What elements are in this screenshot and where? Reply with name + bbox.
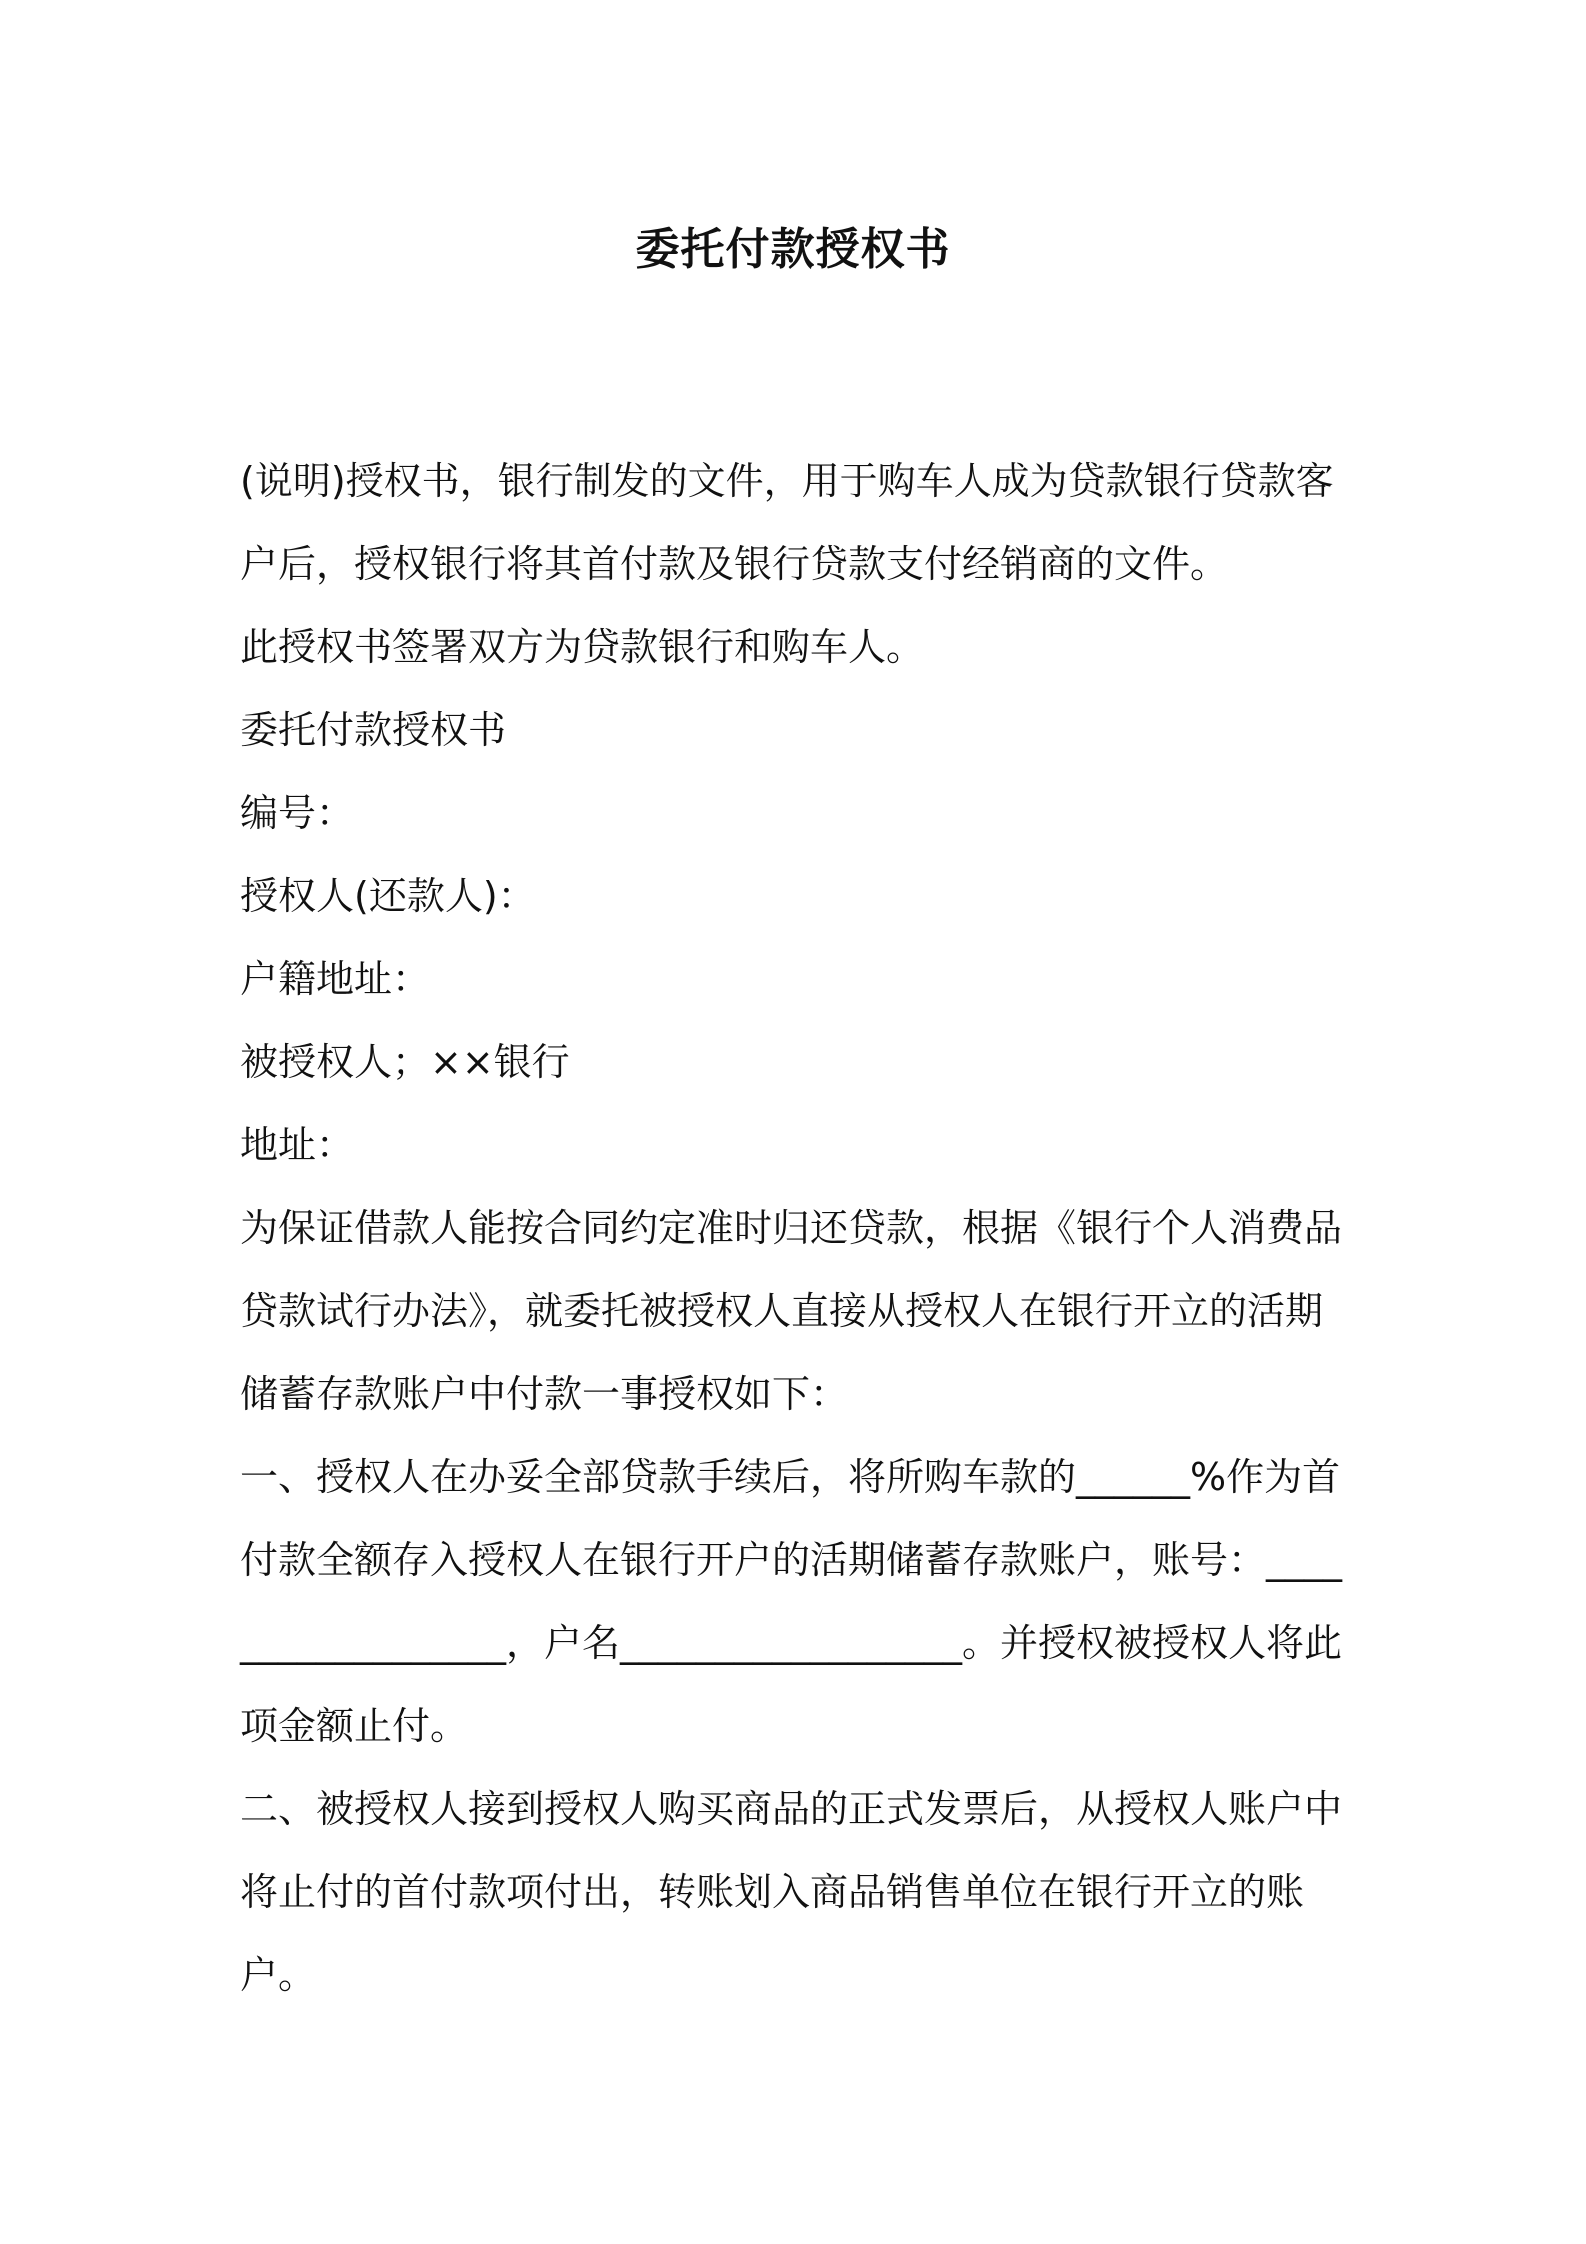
field-address: 地址： — [240, 1123, 355, 1167]
paragraph-purpose: 为保证借款人能按合同约定准时归还贷款，根据《银行个人消费品贷款试行办法》，就委托被授权人直接从授权人在银行开立的活期储蓄存款账户中付款一事授权如下： — [240, 1206, 1343, 1416]
document-body — [240, 440, 1360, 2017]
clause-two: 二、被授权人接到授权人购买商品的正式发票后，从授权人账户中将止付的首付款项付出，转账划入商品销售单位在银行开立的账户。 — [240, 1787, 1343, 1997]
paragraph-subtitle: 委托付款授权书 — [240, 708, 507, 752]
document-title: 委托付款授权书 — [635, 224, 951, 275]
clause-one: 一、授权人在办妥全部贷款手续后，将所购车款的______%作为首付款全额存入授权人在银行开户的活期储蓄存款账户，账号：__________________，户名__________________。并授权被授权人将此项金额止付。 — [240, 1455, 1343, 1748]
paragraph-parties: 此授权书签署双方为贷款银行和购车人。 — [240, 625, 925, 669]
field-authorizer: 授权人(还款人)： — [240, 874, 536, 918]
field-authorized-party: 被授权人；××银行 — [240, 1040, 570, 1084]
field-number: 编号： — [240, 791, 355, 835]
paragraph-explanation: (说明)授权书，银行制发的文件，用于购车人成为贷款银行贷款客户后，授权银行将其首付款及银行贷款支付经销商的文件。 — [240, 459, 1334, 586]
field-household-address: 户籍地址： — [240, 957, 431, 1001]
